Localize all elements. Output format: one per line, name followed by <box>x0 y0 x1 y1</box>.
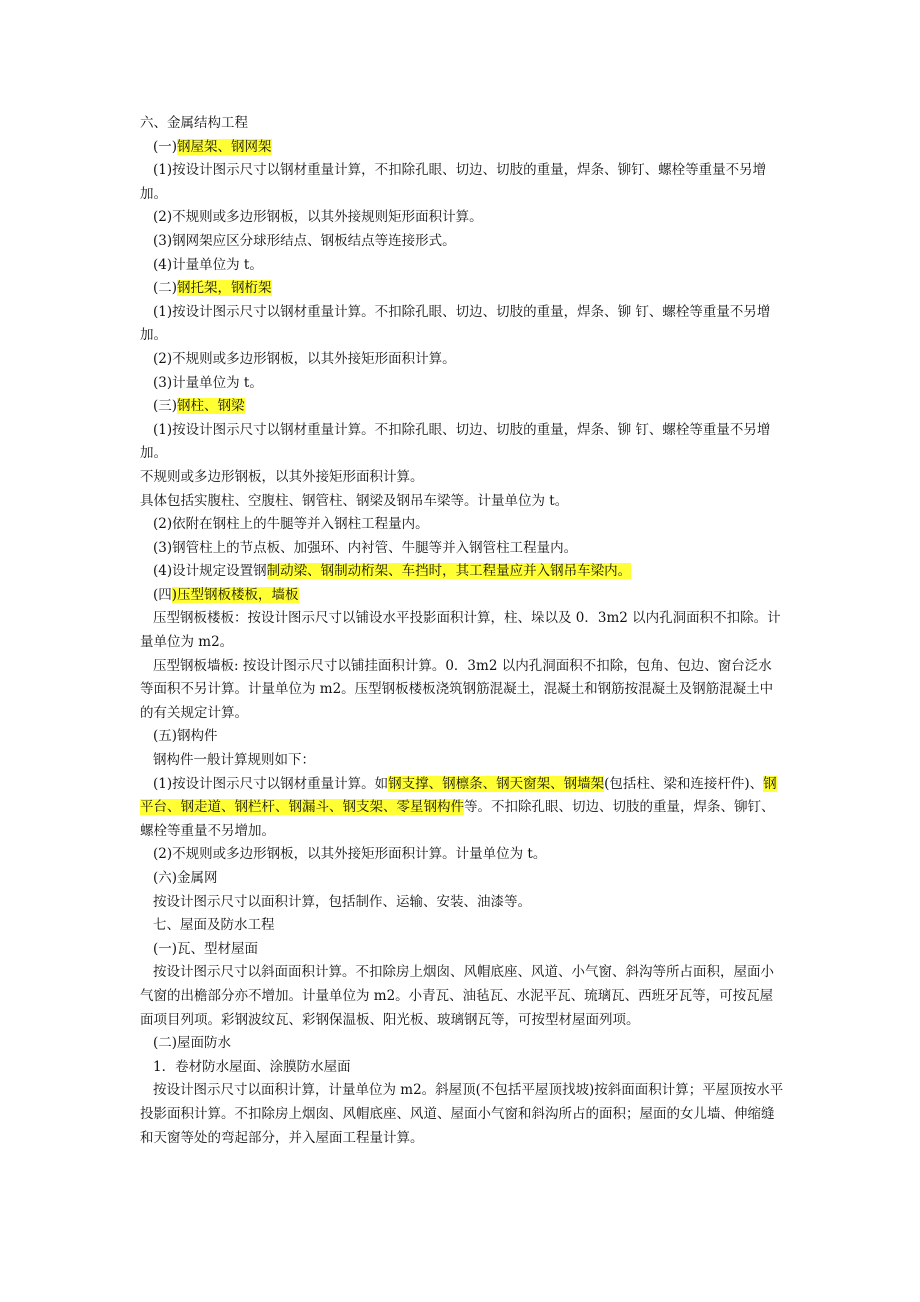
text-run: (三) <box>153 398 178 415</box>
paragraph <box>140 419 785 466</box>
text-run: (二)屋面防水 <box>153 1035 232 1052</box>
paragraph <box>140 277 785 301</box>
document-body <box>140 112 785 1150</box>
highlighted-text: 钢托架，钢桁架 <box>177 280 272 297</box>
paragraph <box>140 914 785 938</box>
paragraph <box>140 254 785 278</box>
text-run: (1)按设计图示尺寸以钢材重量计算。不扣除孔眼、切边、切肢的重量，焊条、铆 钉、螺栓等重量不另增加。 <box>140 421 771 462</box>
highlighted-text: 钢柱、钢梁 <box>177 398 245 415</box>
text-run: (2)不规则或多边形钢板，以其外接规则矩形面积计算。 <box>153 209 483 226</box>
text-run: (3)计量单位为 t。 <box>153 374 263 391</box>
highlighted-text: 钢平台、钢走道、钢栏杆、钢漏斗、钢支架、零星钢构件 <box>140 775 777 816</box>
paragraph <box>140 749 785 773</box>
paragraph <box>140 348 785 372</box>
text-run: (2)不规则或多边形钢板，以其外接矩形面积计算。计量单位为 t。 <box>153 846 547 863</box>
text-run: 七、屋面及防水工程 <box>153 917 275 934</box>
paragraph <box>140 867 785 891</box>
highlighted-text: 制动梁、钢制动桁架、车挡时，其工程量应并入钢吊车梁内。 <box>266 563 632 580</box>
text-run: 按设计图示尺寸以面积计算，包括制作、运输、安装、油漆等。 <box>153 893 531 910</box>
text-run: (3)钢网架应区分球形结点、钢板结点等连接形式。 <box>153 232 456 249</box>
text-run: (3)钢管柱上的节点板、加强环、内衬管、牛腿等并入钢管柱工程量内。 <box>153 539 578 556</box>
paragraph <box>140 584 785 608</box>
text-run: (1)按设计图示尺寸以钢材重量计算。不扣除孔眼、切边、切肢的重量，焊条、铆 钉、螺栓等重量不另增加。 <box>140 303 771 344</box>
paragraph <box>140 773 785 844</box>
paragraph <box>140 843 785 867</box>
text-run: 压型钢板墙板: 按设计图示尺寸以铺挂面积计算。0．3m2 以内孔洞面积不扣除，包角、包边、窗台泛水等面积不另计算。计量单位为 m2。压型钢板楼板浇筑钢筋混凝土，混凝土和钢筋按混凝土及钢筋混凝土中的有关规定计算。 <box>140 657 774 721</box>
text-run: 按设计图示尺寸以面积计算，计量单位为 m2。斜屋顶(不包括平屋顶找坡)按斜面面积计算；平屋顶按水平投影面积计算。不扣除房上烟囱、风帽底座、风道、屋面小气窗和斜沟所占的面积；屋面的女儿墙、伸缩缝和天窗等处的弯起部分，并入屋面工程量计算。 <box>140 1082 784 1146</box>
text-run: (一)瓦、型材屋面 <box>153 940 259 957</box>
paragraph <box>140 490 785 514</box>
paragraph <box>140 1032 785 1056</box>
text-run: 1．卷材防水屋面、涂膜防水屋面 <box>153 1058 351 1075</box>
text-run: (五)钢构件 <box>153 728 218 745</box>
text-run: (包括柱、梁和连接杆件)、 <box>604 775 764 792</box>
paragraph <box>140 1079 785 1150</box>
text-run: (1)按设计图示尺寸以钢材重量计算。如 <box>153 775 389 792</box>
text-run: 压型钢板楼板：按设计图示尺寸以铺设水平投影面积计算，柱、垛以及 0．3m2 以内孔洞面积不扣除。计量单位为 m2。 <box>140 610 781 651</box>
paragraph <box>140 230 785 254</box>
paragraph <box>140 607 785 654</box>
text-run: 六、金属结构工程 <box>140 115 248 131</box>
text-run: 等。不扣除孔眼、切边、切肢的重量，焊条、铆钉、螺栓等重量不另增加。 <box>140 799 775 839</box>
paragraph <box>140 112 785 136</box>
highlighted-text: 钢屋架、钢网架 <box>177 138 272 155</box>
text-run: (4)计量单位为 t。 <box>153 256 263 273</box>
text-run: 不规则或多边形钢板，以其外接矩形面积计算。 <box>140 468 424 485</box>
paragraph <box>140 961 785 1032</box>
paragraph <box>140 560 785 584</box>
text-run: (1)按设计图示尺寸以钢材重量计算，不扣除孔眼、切边、切肢的重量，焊条、铆钉、螺栓等重量不另增加。 <box>140 162 767 202</box>
highlighted-text: 钢支撑、钢檩条、钢天窗架、钢墙架 <box>388 775 605 792</box>
text-run: 钢构件一般计算规则如下： <box>153 752 315 769</box>
text-run: 按设计图示尺寸以斜面面积计算。不扣除房上烟囱、风帽底座、风道、小气窗、斜沟等所占面积，屋面小气窗的出檐部分亦不增加。计量单位为 m2。小青瓦、油毡瓦、水泥平瓦、琉璃瓦、西班牙瓦等，可按瓦屋面项目列项。彩钢波纹瓦、彩钢保温板、阳光板、玻璃钢瓦等，可按型材屋面列项。 <box>140 964 774 1028</box>
paragraph <box>140 655 785 726</box>
text-run: (2)依附在钢柱上的牛腿等并入钢柱工程量内。 <box>153 516 429 533</box>
paragraph <box>140 938 785 962</box>
paragraph <box>140 372 785 396</box>
highlighted-text: )压型钢板楼板，墙板 <box>171 586 299 603</box>
paragraph <box>140 725 785 749</box>
paragraph <box>140 159 785 206</box>
text-run: (一) <box>153 138 178 155</box>
paragraph <box>140 466 785 490</box>
text-run: (2)不规则或多边形钢板，以其外接矩形面积计算。 <box>153 350 456 367</box>
text-run: (二) <box>153 280 178 297</box>
paragraph <box>140 513 785 537</box>
paragraph <box>140 1056 785 1080</box>
text-run: (四 <box>153 586 172 603</box>
paragraph <box>140 891 785 915</box>
paragraph <box>140 301 785 348</box>
text-run: 具体包括实腹柱、空腹柱、钢管柱、钢梁及钢吊车梁等。计量单位为 t。 <box>140 492 569 509</box>
text-run: (六)金属网 <box>153 870 218 886</box>
paragraph <box>140 395 785 419</box>
paragraph <box>140 537 785 561</box>
text-run: (4)设计规定设置钢 <box>153 563 267 580</box>
paragraph <box>140 136 785 160</box>
paragraph <box>140 206 785 230</box>
